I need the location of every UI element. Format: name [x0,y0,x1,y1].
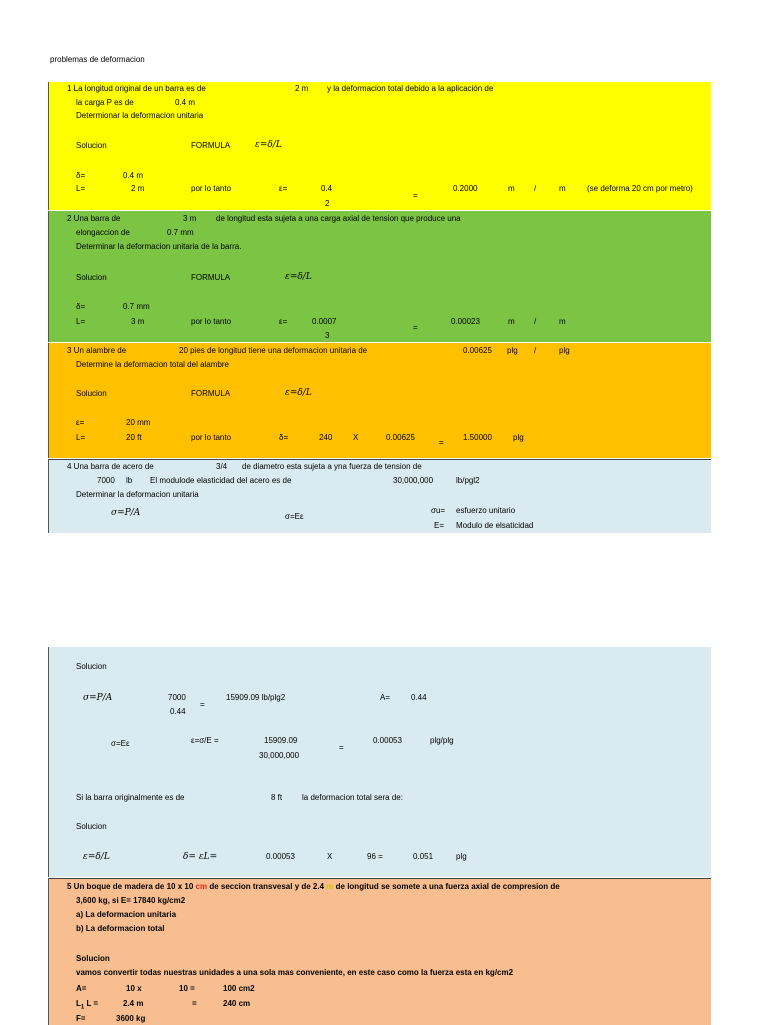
p1-formula-eq: ε=δ/L [255,140,282,150]
p4b-eq-hooke: σ=Eε [111,739,130,748]
p4b-result1: 15909.09 lb/plg2 [226,693,286,702]
p3-line2: Determine la deformacion total del alambre [76,360,229,369]
p2-denominator: 3 [325,331,330,340]
p1-solucion: Solucion [76,141,107,150]
p5-line2: 3,600 kg, si E= 17840 kg/cm2 [76,896,186,905]
p5-force-label: F= [76,1014,86,1023]
p4b-eq-strain-def: ε=δ/L [83,852,110,862]
p3-value1: 240 [319,433,333,442]
p4-line3: Determinar la deformacion unitaria [76,490,199,499]
p3-length-label: L= [76,433,86,442]
p5-area-label: A= [76,984,87,993]
p3-unit: plg [513,433,524,442]
p5-area-v3: 100 cm2 [223,984,255,993]
p4b-area-value: 0.44 [411,693,427,702]
p5-unit-cm: cm [195,882,208,891]
p2-unit2: m [559,317,566,326]
p1-result: 0.2000 [453,184,478,193]
p4b-equals2: = [339,743,344,752]
p3-line1a: 3 Un alambre de [67,346,127,355]
p1-line2b: 0.4 m [175,98,196,107]
p1-numerator: 0.4 [321,184,333,193]
p4b-numerator1: 7000 [168,693,186,702]
p5-area-v1: 10 x [126,984,142,993]
p2-delta-label: δ= [76,302,86,311]
p4b-denominator1: 0.44 [170,707,186,716]
page-title: problemas de deformacion [50,55,145,64]
p3-epsilon-label: ε= [76,418,85,427]
p2-line3: Determinar la deformacion unitaria de la barra. [76,242,242,251]
p4-eq-stress: σ=P/A [111,508,141,518]
p3-times: X [353,433,359,442]
problem-4-continued-block [48,647,711,877]
p1-note: (se deforma 20 cm por metro) [587,184,693,193]
p1-formula-label: FORMULA [191,141,231,150]
p2-line2b: 0.7 mm [167,228,194,237]
p1-unit2: m [559,184,566,193]
p4-line1a: 4 Una barra de acero de [67,462,154,471]
problem-1-block [48,82,711,210]
p4b-si-text-a: Si la barra originalmente es de [76,793,185,802]
p4b-result3-unit: plg [456,852,467,861]
p5-length-sub: 1 [80,1004,85,1011]
p5-line4: b) La deformacion total [76,924,165,933]
p3-solucion: Solucion [76,389,107,398]
p2-slash: / [534,317,537,326]
problem-5-block [48,878,711,1025]
p1-epsilon-label: ε= [279,184,288,193]
p1-slash: / [534,184,537,193]
p4b-equals1: = [200,700,205,709]
p1-line1a: 1 La longitud original de un barra es de [67,84,206,93]
p4b-result2: 0.00053 [373,736,402,745]
p2-result: 0.00023 [451,317,480,326]
p4-line2d: 30,000,000 [393,476,434,485]
p2-equals: = [413,323,418,332]
p4b-result3: 0.051 [413,852,434,861]
p2-formula-eq: ε=δ/L [285,272,312,282]
p4-def1-text: esfuerzo unitario [456,506,516,515]
p1-equals: = [413,191,418,200]
p1-delta-label: δ= [76,171,86,180]
p3-line1e: / [534,346,537,355]
p2-formula-label: FORMULA [191,273,231,282]
p5-line1a: 5 Un boque de madera de 10 x 10 [67,882,194,891]
p5-line5: vamos convertir todas nuestras unidades a una sola mas conveniente, en este caso como la fuerza esta en kg/cm2 [76,968,514,977]
p3-result: 1.50000 [463,433,492,442]
p4-line1b: 3/4 [216,462,228,471]
p3-line1f: plg [559,346,570,355]
p5-unit-m: m [326,882,334,891]
p2-therefore: por lo tanto [191,317,232,326]
p2-delta-value: 0.7 mm [123,302,150,311]
p3-epsilon-value: 20 mm [126,418,151,427]
p5-length-label-eq: L = [86,999,99,1008]
p1-therefore: por lo tanto [191,184,232,193]
p2-unit1: m [508,317,515,326]
p3-therefore: por lo tanto [191,433,232,442]
p3-formula-eq: ε=δ/L [285,388,312,398]
problem-4-block [48,459,711,533]
p1-line2a: la carga P es de [76,98,134,107]
p4b-numerator2: 15909.09 [264,736,298,745]
p5-length-eq: = [192,999,197,1008]
p3-line1d: plg [507,346,518,355]
p4b-value2: 96 = [367,852,383,861]
p1-delta-value: 0.4 m [123,171,144,180]
problem-3-block [48,343,711,458]
p2-line1a: 2 Una barra de [67,214,121,223]
p1-line1b: 2 m [295,84,309,93]
p1-unit1: m [508,184,515,193]
p4b-area-label: A= [380,693,391,702]
p5-area-v2: 10 = [179,984,195,993]
p3-formula-label: FORMULA [191,389,231,398]
p1-line1c: y la deformacion total debido a la aplicación de [327,84,494,93]
p4-line2e: lb/pgl2 [456,476,480,485]
p3-line1c: 0.00625 [463,346,492,355]
p4-line2a: 7000 [97,476,115,485]
p4-eq-hooke: σ=Eε [285,512,304,521]
p2-length-value: 3 m [131,317,145,326]
p1-length-label: L= [76,184,86,193]
p3-delta-label: δ= [279,433,289,442]
p2-line2a: elongaccion de [76,228,130,237]
p4-line1c: de diametro esta sujeta a yna fuerza de tension de [242,462,422,471]
p1-denominator: 2 [325,199,330,208]
p4-def1-symbol: σu= [431,506,446,515]
p5-line1c: de seccion transvesal y de 2.4 [209,882,325,891]
p4b-si-text-b: 8 ft [271,793,283,802]
p3-length-value: 20 ft [126,433,142,442]
p4-def2-text: Modulo de elsaticidad [456,521,534,530]
p4b-value1: 0.00053 [266,852,295,861]
p5-length-v1: 2.4 m [123,999,144,1008]
p2-length-label: L= [76,317,86,326]
p5-solucion: Solucion [76,954,110,963]
p4-line2c: El modulode elasticidad del acero es de [150,476,292,485]
p4b-eq-stress: σ=P/A [83,693,113,703]
p4b-times: X [327,852,333,861]
p4b-denominator2: 30,000,000 [259,751,300,760]
p2-line1c: de longitud esta sujeta a una carga axial de tension que produce una [216,214,461,223]
p2-epsilon-label: ε= [279,317,288,326]
p5-line1 [67,882,560,892]
p4b-solucion: Solucion [76,662,107,671]
p5-line1e: de longitud se somete a una fuerza axial de compresion de [335,882,560,891]
p2-solucion: Solucion [76,273,107,282]
p3-value2: 0.00625 [386,433,415,442]
p4-line2b: lb [126,476,133,485]
p5-length-label: $L_1$ L = [76,999,99,1011]
p1-length-value: 2 m [131,184,145,193]
p4b-si-text-c: la deformacion total sera de: [302,793,403,802]
p4b-solucion2: Solucion [76,822,107,831]
p5-length-v2: 240 cm [223,999,251,1008]
p4-def2-symbol: E= [434,521,445,530]
p4b-eq-strain: ε=σ/E = [191,736,219,745]
p4b-eq-delta: δ= εL= [183,852,218,862]
p4b-result2-unit: plg/plg [430,736,454,745]
p5-line3: a) La deformacion unitaria [76,910,177,919]
p2-numerator: 0.0007 [312,317,337,326]
p3-line1b: 20 pies de longitud tiene una deformacion unitaria de [179,346,368,355]
p2-line1b: 3 m [183,214,197,223]
problem-2-block [48,211,711,342]
p5-force-value: 3600 kg [116,1014,146,1023]
p3-equals: = [439,438,444,447]
p1-line3: Determionar la deformacion unitaria [76,111,204,120]
